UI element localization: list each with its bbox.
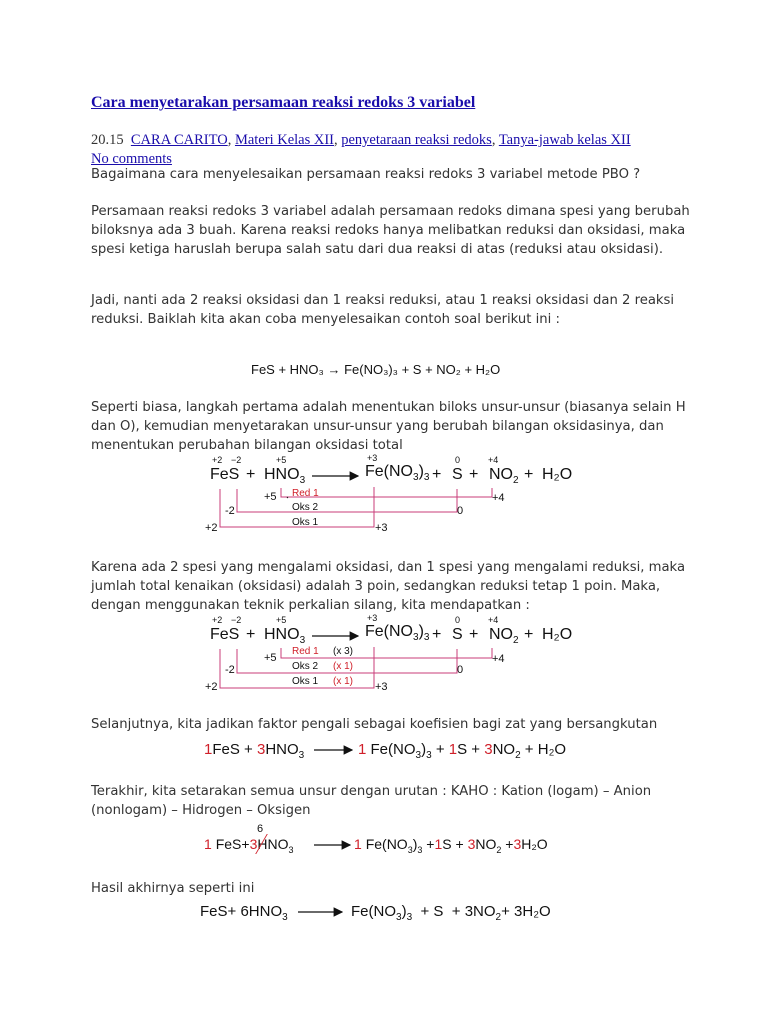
left-minus2: -2 [225, 664, 235, 676]
right-zero: 0 [457, 505, 464, 517]
biloks-n4: +4 [488, 615, 499, 625]
right-plus3: +3 [375, 522, 388, 534]
right-plus4: +4 [492, 653, 505, 665]
coefficient-equation: $1FeS + 3HNO_3$ [204, 741, 305, 761]
label-oks2: Oks 2 [292, 502, 319, 513]
kaho-equation-products: 1 $Fe(NO_3)_3 +1S + 3NO_2 +3H_2O$ [354, 836, 548, 855]
left-plus5: +5 [264, 652, 277, 664]
plus-sign: + [524, 466, 534, 483]
label-oks1: Oks 1 [292, 676, 319, 687]
plus-sign: + [246, 626, 256, 643]
plus-sign: + [432, 626, 442, 643]
biloks-s: −2 [231, 455, 242, 465]
biloks-fe: +2 [212, 615, 223, 625]
paragraph-definition: Persamaan reaksi redoks 3 variabel adalah persamaan redoks dimana spesi yang berubah biloksnya ada 3 buah. Karena reaksi redoks hanya melibatkan reduksi dan oksidasi, maka spesi ketiga haruslah berupa salah satu dari dua reaksi di atas (reduksi atau oksidasi). [91, 204, 690, 257]
paragraph-step1: Seperti biasa, langkah pertama adalah menentukan biloks unsur-unsur (biasanya selain H dan O), kemudian menyetarakan unsur-unsur yang berubah bilangan oksidasinya, dan menentukan perubahan bilangan oksidasi total [91, 400, 686, 453]
main-equation: FeS + HNO₃ → Fe(NO₃)₃ + S + NO₂ + H₂O [251, 362, 501, 377]
paragraph-intro-example: Jadi, nanti ada 2 reaksi oksidasi dan 1 reaksi reduksi, atau 1 reaksi oksidasi dan 2 reaksi reduksi. Baiklah kita akan coba menyelesaikan contoh soal berikut ini : [91, 293, 675, 327]
species-hno3: $HNO_3$ [264, 626, 306, 647]
label-red1: Red 1 [292, 646, 319, 657]
plus-sign: + [432, 466, 442, 483]
paragraph-question: Bagaimana cara menyelesaikan persamaan reaksi redoks 3 variabel metode PBO ? [91, 167, 641, 182]
plus-sign: + [469, 626, 479, 643]
species-s: S [452, 626, 463, 643]
biloks-n4: +4 [488, 455, 499, 465]
right-plus3: +3 [375, 681, 388, 693]
species-hno3: $HNO_3$ [264, 466, 306, 487]
final-equation-products: $Fe(NO_3)_3 + S + 3NO_2+ 3H_2O$ [351, 903, 551, 923]
label-link-penyetaraan[interactable]: penyetaraan reaksi redoks [341, 132, 492, 148]
label-link-tanya-jawab[interactable]: Tanya-jawab kelas XII [498, 132, 631, 148]
biloks-fe: +2 [212, 455, 223, 465]
post-time: 20.15 [91, 132, 124, 148]
struck-coefficient: 3 [250, 836, 258, 852]
right-plus4: +4 [492, 492, 505, 504]
final-equation: $FeS+ 6HNO_3$ [200, 903, 288, 923]
species-h2o: H₂O [542, 466, 573, 483]
multiplier-x1: (x 1) [333, 676, 353, 687]
left-minus2: -2 [225, 505, 235, 517]
left-plus2: +2 [205, 522, 218, 534]
species-fe-no3-3: $Fe(NO_3)_3$ [365, 463, 430, 484]
species-no2: $NO_2$ [489, 626, 519, 647]
biloks-n: +5 [276, 455, 287, 465]
right-zero: 0 [457, 664, 464, 676]
paragraph-result: Hasil akhirnya seperti ini [91, 881, 255, 896]
biloks-fe3: +3 [367, 613, 378, 623]
biloks-n: +5 [276, 615, 287, 625]
species-s: S [452, 466, 463, 483]
correction-six: 6 [257, 823, 264, 835]
paragraph-step2: Karena ada 2 spesi yang mengalami oksidasi, dan 1 spesi yang mengalami reduksi, maka jumlah total kenaikan (oksidasi) adalah 3 poin, sedangkan reduksi tetap 1 poin. Maka, dengan menggunakan teknik perkalian silang, kita mendapatkan : [91, 560, 686, 613]
species-fes: FeS [210, 626, 240, 643]
post-title[interactable]: Cara menyetarakan persamaan reaksi redoks 3 variabel [91, 94, 476, 111]
label-red1: Red 1 [292, 488, 319, 499]
change-brackets [220, 647, 492, 688]
species-no2: $NO_2$ [489, 466, 519, 487]
biloks-fe3: +3 [367, 453, 378, 463]
comments-link[interactable]: No comments [91, 151, 172, 167]
species-fe-no3-3: $Fe(NO_3)_3$ [365, 623, 430, 644]
post-meta: 20.15 CARA CARITO, Materi Kelas XII, penyetaraan reaksi redoks, Tanya-jawab kelas XII No comments [91, 132, 631, 167]
change-brackets [220, 487, 492, 527]
plus-sign: + [524, 626, 534, 643]
multiplier-x3: (x 3) [333, 646, 353, 657]
coefficient-equation-products: 1 $Fe(NO_3)_3 + 1S + 3NO_2 + H_2O$ [358, 741, 567, 761]
kaho-equation: 1 FeS+3 $HNO_3$ [204, 836, 294, 855]
paragraph-step3: Selanjutnya, kita jadikan faktor pengali sebagai koefisien bagi zat yang bersangkutan [91, 717, 658, 732]
label-oks2: Oks 2 [292, 661, 319, 672]
plus-sign: + [469, 466, 479, 483]
author-link[interactable]: CARA CARITO [130, 132, 228, 148]
label-oks1: Oks 1 [292, 517, 319, 528]
biloks-s0: 0 [455, 455, 461, 465]
biloks-s0: 0 [455, 615, 461, 625]
biloks-s: −2 [231, 615, 242, 625]
plus-sign: + [246, 466, 256, 483]
left-plus2: +2 [205, 681, 218, 693]
label-link-materi[interactable]: Materi Kelas XII [234, 132, 334, 148]
left-plus5: +5 [264, 491, 277, 503]
paragraph-step4: Terakhir, kita setarakan semua unsur dengan urutan : KAHO : Kation (logam) – Anion (nonlogam) – Hidrogen – Oksigen [91, 784, 652, 818]
species-fes: FeS [210, 466, 240, 483]
multiplier-x1: (x 1) [333, 661, 353, 672]
species-h2o: H₂O [542, 626, 573, 643]
